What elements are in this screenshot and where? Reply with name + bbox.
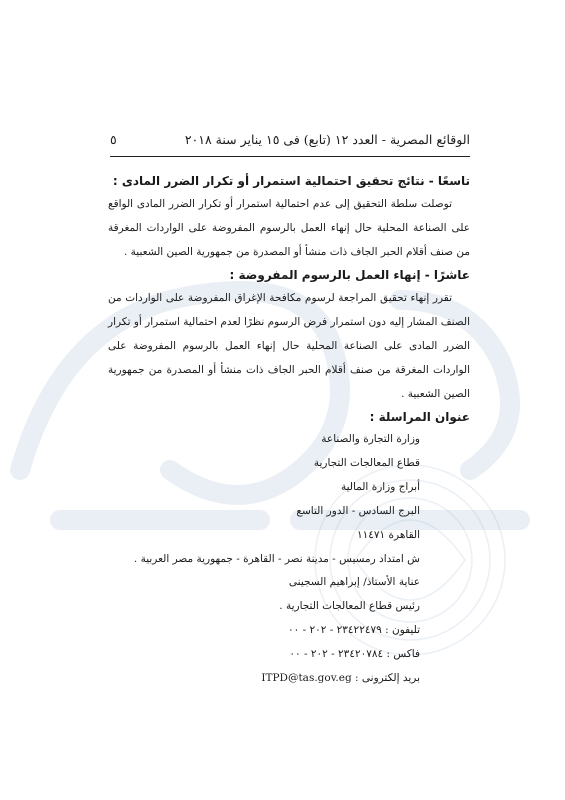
fax-line: فاكس : ٢٣٤٢٠٧٨٤ - ٢٠٢ - ٠٠: [289, 648, 420, 661]
section-tenth-body: تقرر إنهاء تحقيق المراجعة لرسوم مكافحة الإغراق المفروضة على الواردات من الصنف المشار إليه دون استمرار فرض الرسوم نظرًا لعدم احتمالية استمرار أو تكرار الضرر المادى على الصناعة المحلية حال إنهاء العمل بالرسوم المفروضة على الواردات المغرقة من صنف أقلام الحبر الجاف ذات منشأ أو المصدرة من جمهورية الصين الشعبية .: [108, 292, 470, 400]
section-ninth-heading: تاسعًا - نتائج تحقيق احتمالية استمرار أو تكرار الضرر المادى :: [112, 174, 470, 188]
page-body: [108, 170, 470, 691]
address-line: البرج السادس - الدور التاسع: [296, 504, 420, 517]
address-line: ش امتداد رمسيس - مدينة نصر - القاهرة - جمهورية مصر العربية .: [133, 552, 420, 565]
address-line: وزارة التجارة والصناعة: [321, 433, 420, 445]
email-address: ITPD@tas.gov.eg: [261, 672, 352, 685]
correspondence-heading: عنوان المراسلة :: [369, 410, 470, 424]
address-line: رئيس قطاع المعالجات التجارية .: [279, 600, 420, 613]
header-title: الوقائع المصرية - العدد ١٢ (تابع) فى ١٥ يناير سنة ٢٠١٨: [184, 131, 470, 147]
address-line: عناية الأستاذ/ إبراهيم السجينى: [288, 576, 420, 589]
address-line: القاهرة ١١٤٧١: [357, 528, 420, 541]
section-tenth-heading: عاشرًا - إنهاء العمل بالرسوم المفروضة :: [229, 268, 470, 282]
address-line: أبراج وزارة المالية: [340, 480, 420, 493]
phone-line: تليفون : ٢٣٤٢٢٤٧٩ - ٢٠٢ - ٠٠: [287, 624, 420, 637]
header-rule: [110, 156, 470, 157]
correspondence-address: [108, 428, 470, 691]
section-ninth-body: توصلت سلطة التحقيق إلى عدم احتمالية استمرار أو تكرار الضرر المادى الواقع على الصناعة المحلية حال إنهاء العمل بالرسوم المفروضة على الواردات المغرقة من صنف أقلام الحبر الجاف ذات منشأ أو المصدرة من جمهورية الصين الشعبية .: [108, 198, 470, 258]
page-number: ٥: [110, 131, 117, 147]
email-label: بريد إلكترونى :: [355, 672, 420, 685]
email-line: [108, 667, 470, 691]
page-header: [110, 128, 470, 150]
address-line: قطاع المعالجات التجارية: [313, 456, 420, 469]
